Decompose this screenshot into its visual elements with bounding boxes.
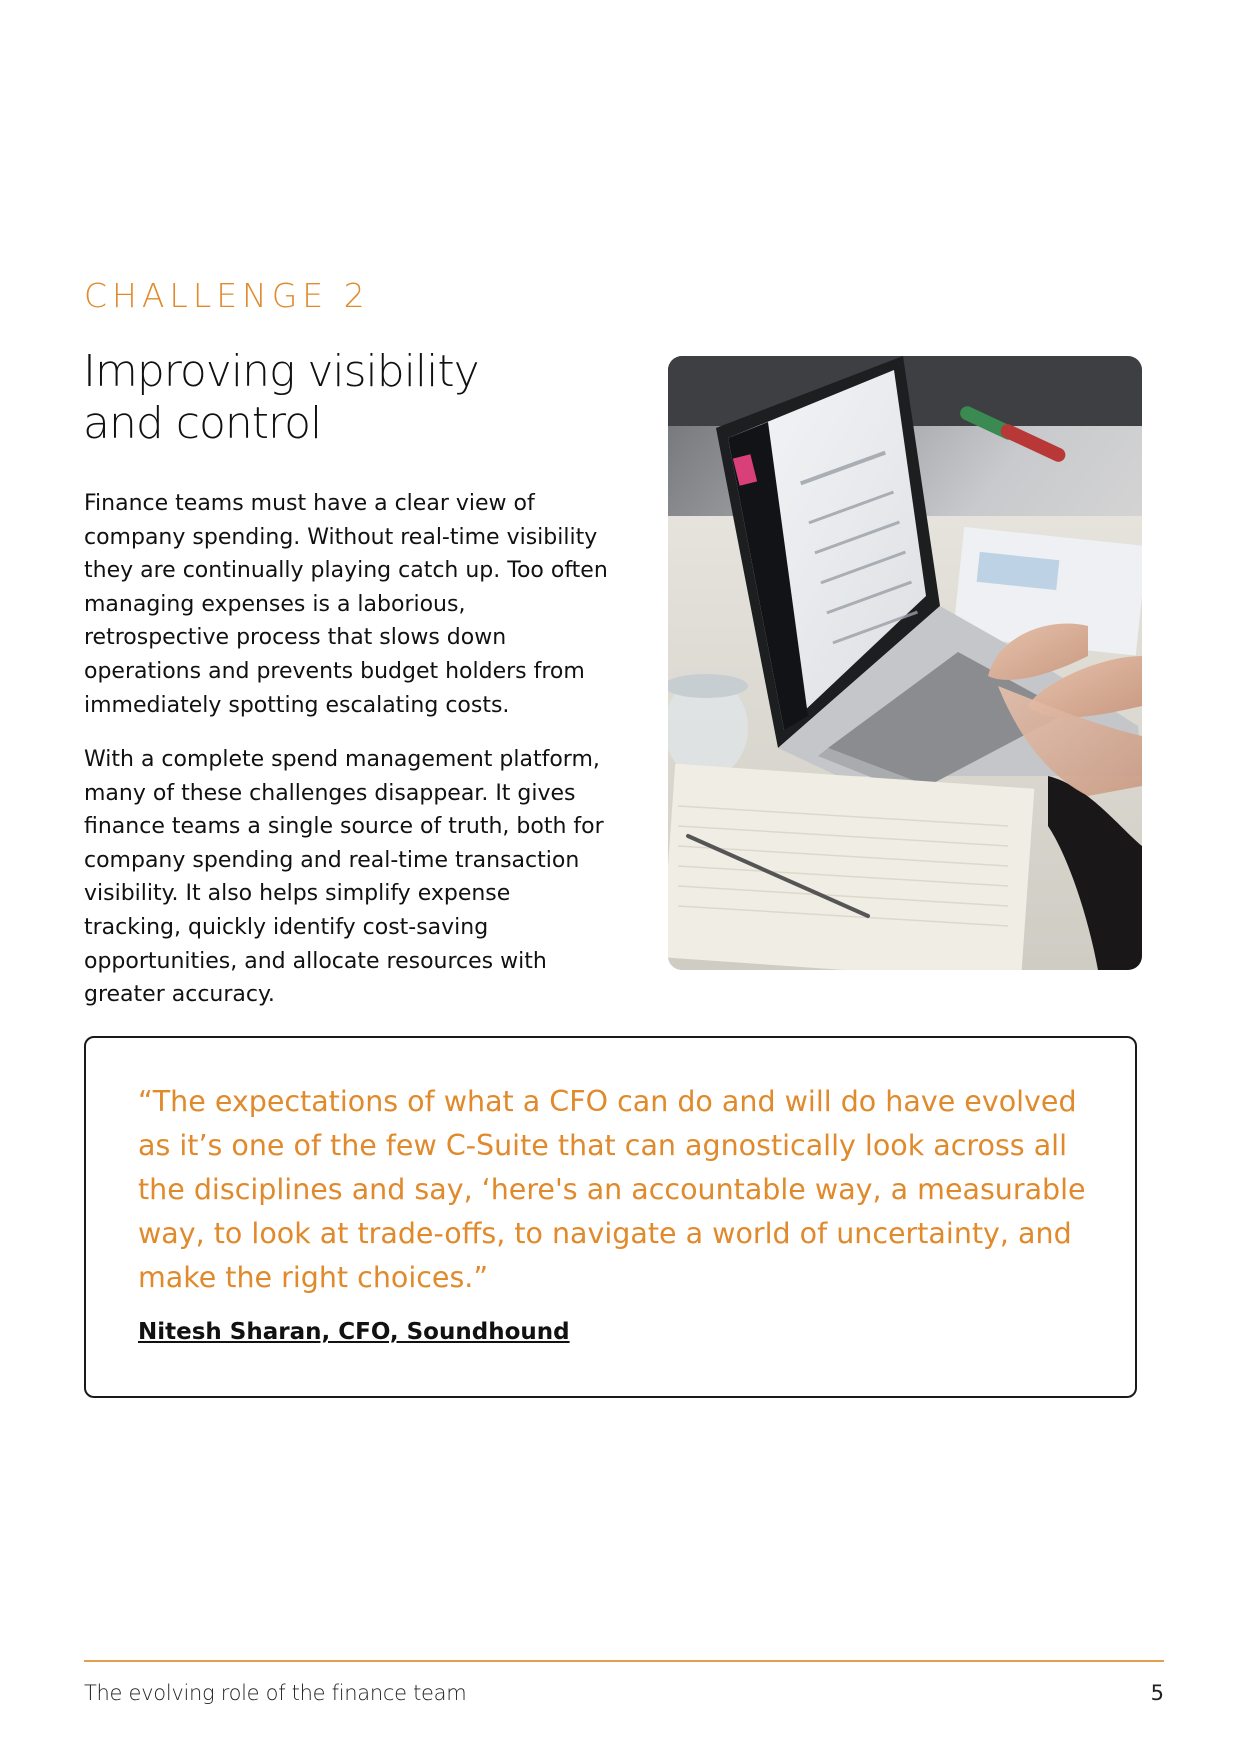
- page-number: 5: [1150, 1681, 1164, 1705]
- laptop-photo: [668, 356, 1142, 970]
- quote-text: “The expectations of what a CFO can do and will do have evolved as it’s one of the few C-Suite that can agnostically look across all the disciplines and say, ‘here's an accountable way, a measurable way, to look at trade-offs, to navigate a world of uncertainty, and make the right choices.”: [138, 1085, 1086, 1294]
- quote-attribution: Nitesh Sharan, CFO, Soundhound: [138, 1319, 570, 1345]
- footer-divider: [84, 1660, 1164, 1662]
- section-eyebrow: CHALLENGE 2: [84, 276, 370, 315]
- page-title: Improving visibility and control: [83, 346, 479, 449]
- quote-box: [84, 1036, 1137, 1398]
- body-paragraph-1: Finance teams must have a clear view of company spending. Without real-time visibility they are continually playing catch up. Too often managing expenses is a laborious, retrospective process that slows down operations and prevents budget holders from immediately spotting escalating costs.: [84, 491, 608, 718]
- body-paragraph-2: With a complete spend management platform, many of these challenges disappear. It gives finance teams a single source of truth, both for company spending and real-time transaction visibility. It also helps simplify expense tracking, quickly identify cost-saving opportunities, and allocate resources with greater accuracy.: [84, 747, 604, 1008]
- footer-title: The evolving role of the finance team: [84, 1681, 467, 1705]
